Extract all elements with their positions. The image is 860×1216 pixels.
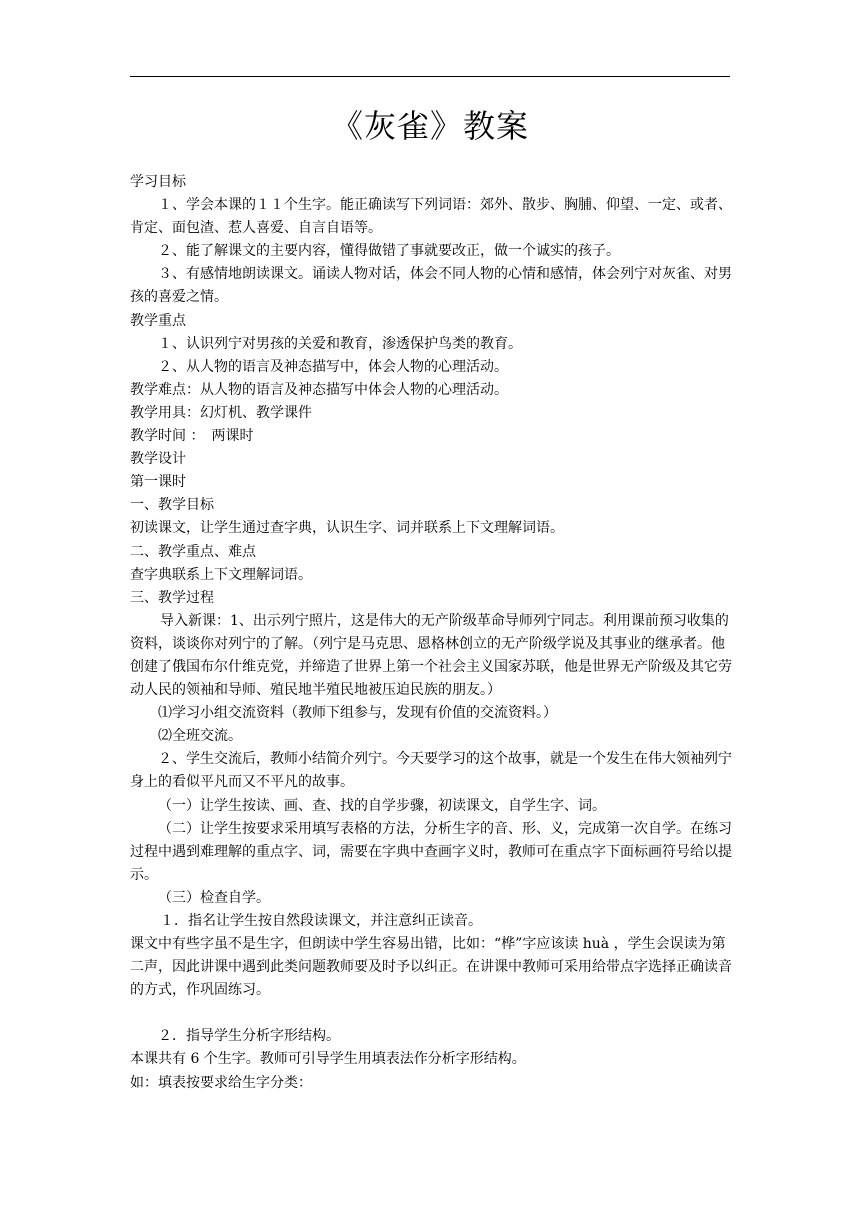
paragraph: ３、有感情地朗读课文。诵读人物对话，体会不同人物的心情和感情，体会列宁对灰雀、对男孩的喜爱之情。 <box>130 266 732 306</box>
paragraph: ⑴学习小组交流资料（教师下组参与，发现有价值的交流资料。） <box>158 705 557 722</box>
paragraph: （三）检查自学。 <box>158 889 270 906</box>
paragraph: 课文中有些字虽不是生字，但朗读中学生容易出错，比如：“桦”字应该读 huà ，学生会误读为第二声，因此讲课中遇到此类问题教师要及时予以纠正。在讲课中教师可采用给带点字选择正确读音的方式，作巩固练习。 <box>130 936 732 999</box>
paragraph: １、学会本课的１１个生字。能正确读写下列词语：郊外、散步、胸脯、仰望、一定、或者、肯定、面包渣、惹人喜爱、自言自语等。 <box>130 197 732 237</box>
paragraph: 初读课文，让学生通过查字典，认识生字、词并联系上下文理解词语。 <box>130 520 564 537</box>
paragraph: ２、学生交流后，教师小结简介列宁。今天要学习的这个故事，就是一个发生在伟大领袖列宁身上的看似平凡而又不平凡的故事。 <box>130 751 732 791</box>
paragraph: 教学重点 <box>130 312 186 329</box>
paragraph: 教学难点：从人物的语言及神态描写中体会人物的心理活动。 <box>130 381 508 398</box>
paragraph: ２、从人物的语言及神态描写中，体会人物的心理活动。 <box>158 358 508 375</box>
paragraph: 本课共有 6 个生字。教师可引导学生用填表法作分析字形结构。 <box>130 1051 526 1068</box>
header-rule <box>130 76 730 77</box>
paragraph: ２、能了解课文的主要内容，懂得做错了事就要改正，做一个诚实的孩子。 <box>158 243 620 260</box>
paragraph: 三、教学过程 <box>130 589 214 606</box>
paragraph: （二）让学生按要求采用填写表格的方法，分析生字的音、形、义，完成第一次自学。在练习过程中遇到难理解的重点字、词，需要在字典中查画字义时，教师可在重点字下面标画符号给以提示。 <box>130 820 732 883</box>
paragraph: ⑵全班交流。 <box>158 728 242 745</box>
paragraph: 教学设计 <box>130 451 186 468</box>
paragraph: 第一课时 <box>130 474 186 491</box>
paragraph: 学习目标 <box>130 174 186 190</box>
document-title: 《灰雀》教案 <box>330 107 529 145</box>
paragraph: 一、教学目标 <box>130 497 214 514</box>
paragraph: １、认识列宁对男孩的关爱和教育，渗透保护鸟类的教育。 <box>158 335 522 352</box>
paragraph: （一）让学生按读、画、查、找的自学步骤，初读课文，自学生字、词。 <box>158 797 606 814</box>
paragraph: 导入新课：1、出示列宁照片，这是伟大的无产阶级革命导师列宁同志。利用课前预习收集的资料，谈谈你对列宁的了解。（列宁是马克思、恩格林创立的无产阶级学说及其事业的继承者。他创建了俄国布尔什维克党，并缔造了世界上第一个社会主义国家苏联，他是世界无产阶级及其它劳动人民的领袖和导师、殖民地半殖民地被压迫民族的朋友。） <box>130 612 732 699</box>
paragraph: 教学用具：幻灯机、教学课件 <box>130 404 312 421</box>
paragraph: 如：填表按要求给生字分类： <box>130 1074 312 1091</box>
document-body <box>130 171 732 1095</box>
paragraph: 查字典联系上下文理解词语。 <box>130 566 312 583</box>
paragraph: １．指名让学生按自然段读课文，并注意纠正读音。 <box>160 913 482 929</box>
paragraph: 二、教学重点、难点 <box>130 543 256 560</box>
paragraph: 教学时间 ： 两课时 <box>130 428 254 445</box>
paragraph <box>130 1002 732 1025</box>
paragraph: ２．指导学生分析字形结构。 <box>158 1028 340 1045</box>
